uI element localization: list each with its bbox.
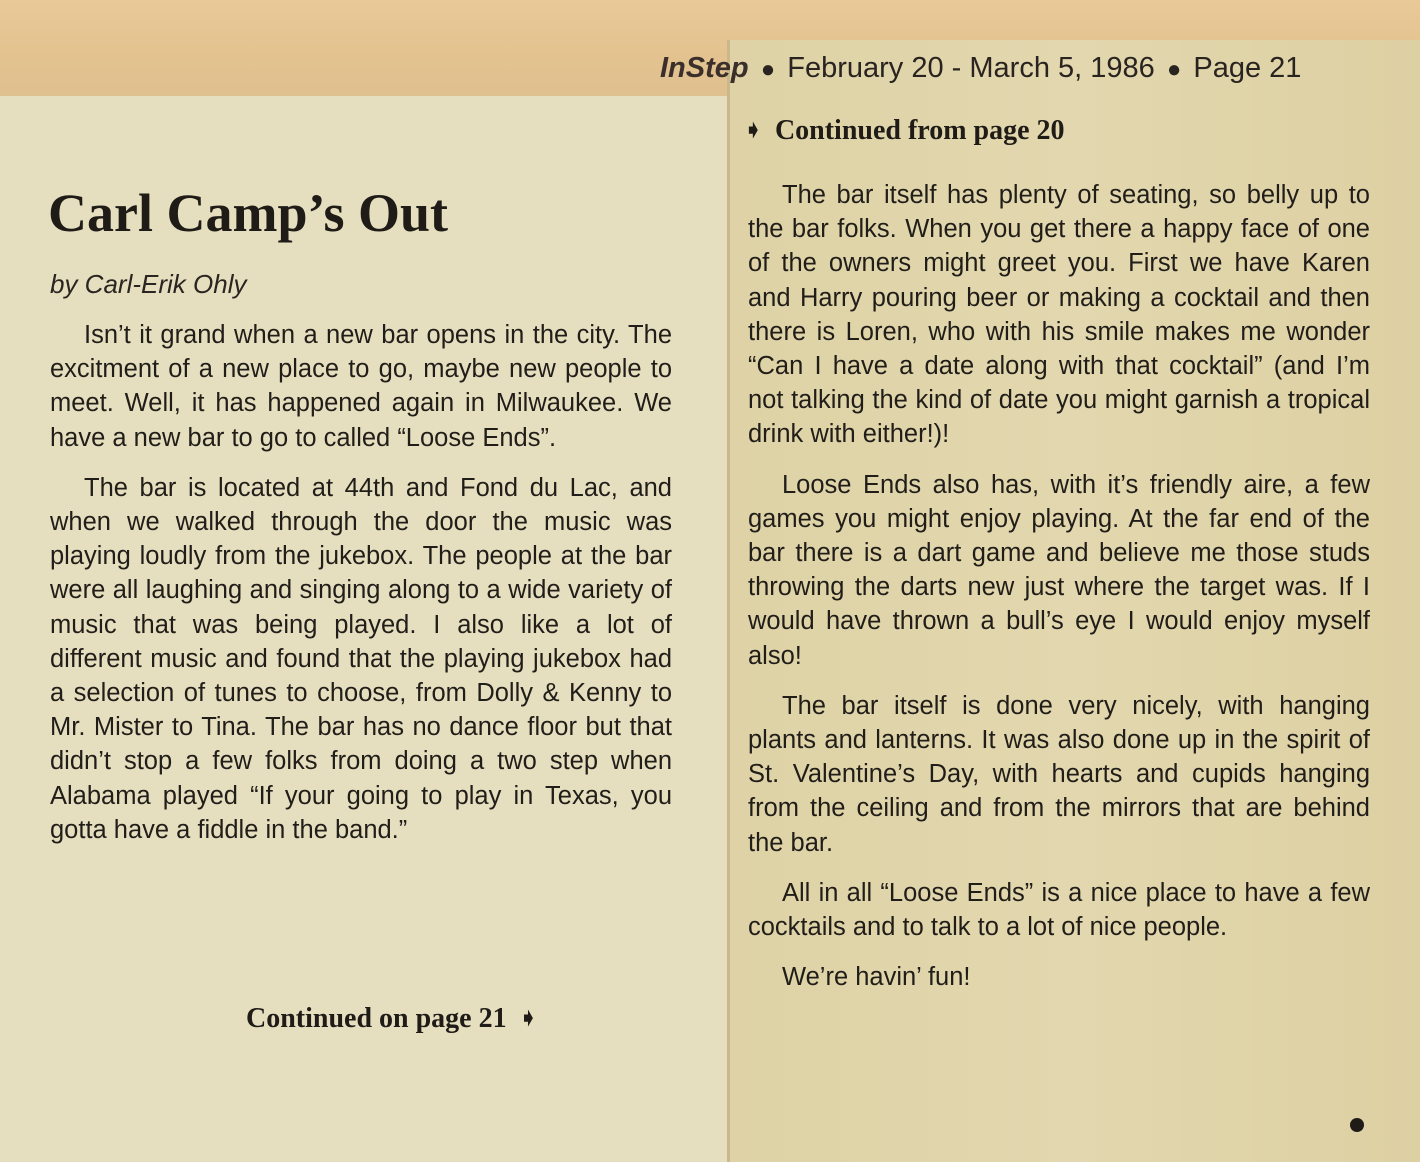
arrow-right-icon: ➧ bbox=[744, 117, 768, 142]
continued-on-link[interactable] bbox=[246, 998, 666, 1039]
continued-from-link[interactable] bbox=[744, 110, 1364, 151]
byline: by Carl-Erik Ohly bbox=[50, 269, 247, 299]
right-column bbox=[748, 178, 1370, 1010]
paragraph: We’re havin’ fun! bbox=[782, 963, 971, 992]
paragraph: Isn’t it grand when a new bar opens in the city. The excitment of a new place to go, maybe new people to meet. Well, it has happened again in Milwaukee. We have a new bar to go to called “Loose Ends”. bbox=[50, 321, 672, 452]
paragraph: The bar itself is done very nicely, with hanging plants and lanterns. It was also done up in the spirit of St. Valentine’s Day, with hearts and cupids hanging from the ceiling and from the mirrors that are behind the bar. bbox=[748, 691, 1370, 857]
bullet-icon: ● bbox=[1166, 56, 1182, 83]
page-fold bbox=[727, 40, 730, 1162]
bullet-icon: ● bbox=[760, 56, 776, 83]
issue-dates: February 20 - March 5, 1986 bbox=[787, 52, 1155, 84]
end-mark-icon bbox=[1350, 1118, 1364, 1132]
continued-on-label: Continued on page 21 bbox=[246, 1003, 507, 1034]
article-title: Carl Camp’s Out bbox=[48, 183, 448, 243]
arrow-right-icon: ➧ bbox=[513, 1005, 538, 1030]
paragraph: The bar itself has plenty of seating, so belly up to the bar folks. When you get there a happy face of one of the owners might greet you. First we have Karen and Harry pouring beer or making a cocktail and then there is Loren, who with his smile makes me wonder “Can I have a date along with that cocktail” (and I’m not talking the kind of date you might garnish a tropical drink with either!)! bbox=[748, 181, 1370, 449]
paragraph: The bar is located at 44th and Fond du Lac, and when we walked through the door the music was playing loudly from the jukebox. The people at the bar were all laughing and singing along to a wide variety of music that was being played. I also like a lot of different music and found that the playing jukebox had a selection of tunes to choose, from Dolly & Kenny to Mr. Mister to Tina. The bar has no dance floor but that didn’t stop a few folks from doing a two step when Alabama played “If your going to play in Texas, you gotta have a fiddle in the band.” bbox=[50, 473, 672, 844]
left-column bbox=[50, 318, 672, 863]
publication-name: InStep bbox=[660, 52, 749, 84]
page-number: Page 21 bbox=[1193, 52, 1302, 84]
paragraph: Loose Ends also has, with it’s friendly aire, a few games you might enjoy playing. At the far end of the bar there is a dart game and believe me those studs throwing the darts new just where the target was. If I would have thrown a bull’s eye I would enjoy myself also! bbox=[748, 470, 1370, 670]
continued-from-label: Continued from page 20 bbox=[774, 115, 1065, 146]
page-header bbox=[660, 48, 1380, 88]
paragraph: All in all “Loose Ends” is a nice place to have a few cocktails and to talk to a lot of nice people. bbox=[748, 878, 1370, 942]
